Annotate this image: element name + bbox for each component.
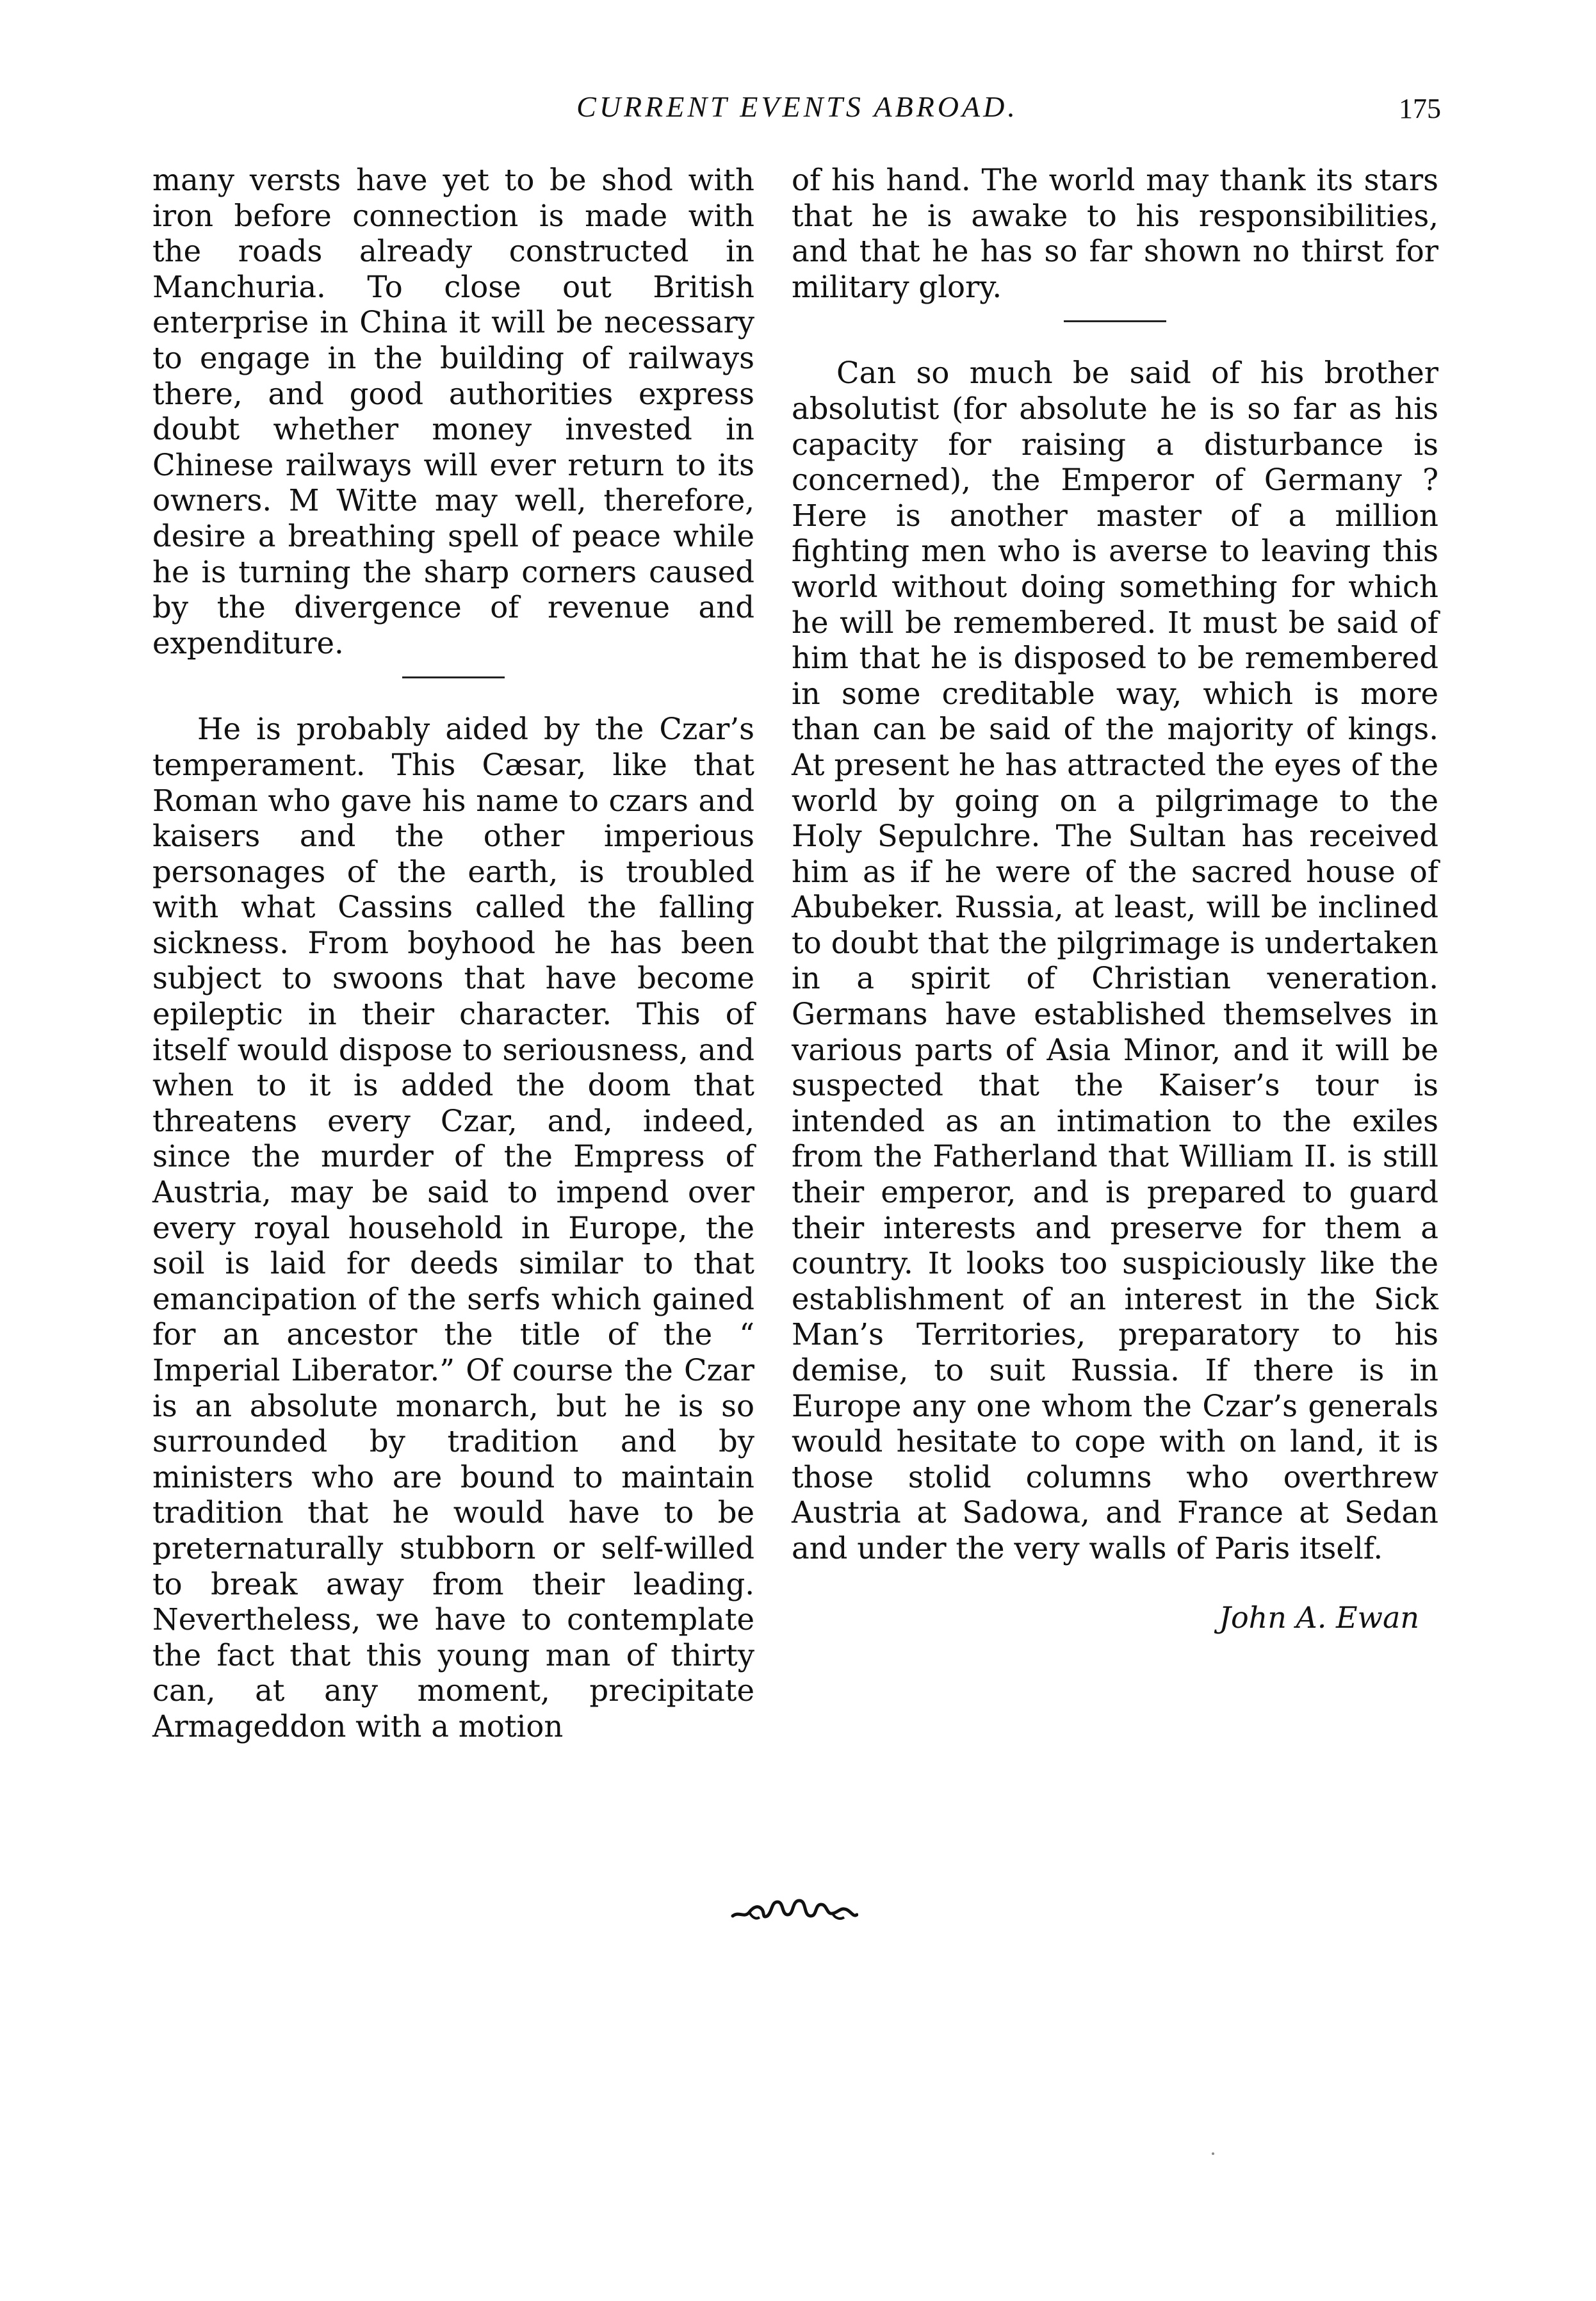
section-divider [1064,320,1166,322]
paragraph-czar-temperament: He is probably aided by the Czar’s temperament. This Cæsar, like that Roman who gave his name to czars and kaisers and the other imperious personages of the earth, is troubled with what Cassins called the falling sickness. From boyhood he has been subject to swoons that have become epileptic in their character. This of itself would dispose to seriousness, and when to it is added the doom that threatens every Czar, and, indeed, since the murder of the Empress of Austria, may be said to impend over every royal household in Europe, the soil is laid for deeds similar to that emancipation of the serfs which gained for an ancestor the title of the “ Imperial Liberator.” Of course the Czar is an absolute monarch, but he is so surrounded by tradition and by ministers who are bound to maintain tradition that he would have to be preternaturally stubborn or self-willed to break away from their leading. Nevertheless, we have to contemplate the fact that this young man of thirty can, at any moment, precipitate Armageddon with a motion [152,712,754,1744]
paragraph-military-glory: of his hand. The world may thank its stars that he is awake to his responsibilities, and that he has so far shown no thirst for military glory. [792,163,1438,304]
page-number: 175 [1399,93,1441,124]
section-divider [402,676,505,678]
print-speck [1212,2152,1214,2155]
running-title: CURRENT EVENTS ABROAD. [576,90,1018,123]
paragraph-manchuria-railways: many versts have yet to be shod with iron before connection is made with the roads already constructed in Manchuria. To close out British enterprise in China it will be necessary to engage in the building of railways there, and good authorities express doubt whether money invested in Chinese railways will ever return to its owners. M Witte may well, therefore, desire a breathing spell of peace while he is turning the sharp corners caused by the divergence of revenue and expenditure. [152,163,754,660]
left-column [152,163,754,1745]
right-column [792,163,1438,1635]
author-signature: John A. Ewan [1219,1600,1419,1635]
decorative-flourish-icon [730,1893,858,1925]
running-head [154,90,1441,141]
paragraph-emperor-germany: Can so much be said of his brother absolutist (for absolute he is so far as his capacity for raising a disturbance is concerned), the Emperor of Germany ? Here is another master of a million fighting men who is averse to leaving this world without doing something for which he will be remembered. It must be said of him that he is disposed to be remembered in some creditable way, which is more than can be said of the majority of kings. At present he has attracted the eyes of the world by going on a pilgrimage to the Holy Sepulchre. The Sultan has received him as if he were of the sacred house of Abubeker. Russia, at least, will be inclined to doubt that the pilgrimage is undertaken in a spirit of Christian veneration. Germans have established themselves in various parts of Asia Minor, and it will be suspected that the Kaiser’s tour is intended as an intimation to the exiles from the Fatherland that William II. is still their emperor, and is prepared to guard their interests and preserve for them a country. It looks too suspiciously like the establishment of an interest in the Sick Man’s Territories, preparatory to his demise, to suit Russia. If there is in Europe any one whom the Czar’s generals would hesitate to cope with on land, it is those stolid columns who overthrew Austria at Sadowa, and France at Sedan and under the very walls of Paris itself. [792,356,1438,1566]
